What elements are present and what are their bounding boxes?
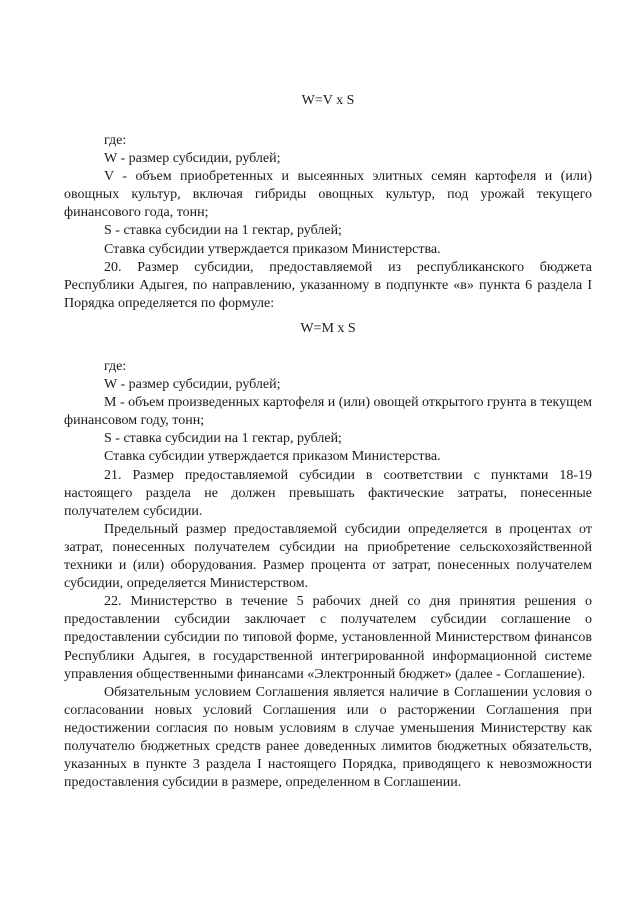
legend-v: V - объем приобретенных и высеянных элитных семян картофеля и (или) овощных культур, включая гибриды овощных культур, под урожай текущего финансового года, тонн; [64, 169, 592, 221]
formula-w-m-s: W=M x S [300, 321, 356, 336]
legend-s: S - ставка субсидии на 1 гектар, рублей; [104, 223, 342, 239]
legend-w: W - размер субсидии, рублей; [104, 151, 281, 167]
legend-s: S - ставка субсидии на 1 гектар, рублей; [104, 431, 342, 447]
section-formula-1-legend [64, 132, 592, 313]
paragraph-21: 21. Размер предоставляемой субсидии в соответствии с пунктами 18-19 настоящего раздела не должен превышать фактические затраты, понесенные получателем субсидии. [64, 467, 592, 519]
legend-m: M - объем произведенных картофеля и (или) овощей открытого грунта в текущем финансовом году, тонн; [64, 395, 592, 429]
paragraph-22: 22. Министерство в течение 5 рабочих дней со дня принятия решения о предоставлении субсидии заключает с получателем субсидии соглашение о предоставлении субсидии по типовой форме, установленной Министерством финансов Республики Адыгея, в государственной интегрированной информационной системе управления общественными финансами «Электронный бюджет» (далее - Соглашение). [64, 594, 592, 682]
formula-w-v-s: W=V x S [301, 93, 355, 108]
paragraph-21-limit: Предельный размер предоставляемой субсидии определяется в процентах от затрат, понесенных получателем субсидии на приобретение сельскохозяйственной техники и (или) оборудования. Размер процента от затрат, понесенных получателем субсидии, определяется Министерством. [64, 521, 592, 592]
section-formula-2-legend [64, 358, 592, 792]
rate-note: Ставка субсидии утверждается приказом Министерства. [104, 241, 441, 257]
paragraph-22-condition: Обязательным условием Соглашения является наличие в Соглашении условия о согласовании новых условий Соглашения или о расторжении Соглашения при недостижении согласия по новым условиям в случае уменьшения Министерству как получателю бюджетных средств ранее доведенных лимитов бюджетных обязательств, указанных в пункте 3 раздела I настоящего Порядка, приводящего к невозможности предоставления субсидии в размере, определенном в Соглашении. [64, 684, 592, 791]
paragraph-20: 20. Размер субсидии, предоставляемой из республиканского бюджета Республики Адыгея, по направлению, указанному в подпункте «в» пункта 6 раздела I Порядка определяется по формуле: [64, 259, 592, 311]
legend-w: W - размер субсидии, рублей; [104, 377, 281, 393]
legend-where: где: [104, 133, 127, 148]
legend-where: где: [104, 359, 127, 374]
rate-note: Ставка субсидии утверждается приказом Министерства. [104, 449, 441, 465]
